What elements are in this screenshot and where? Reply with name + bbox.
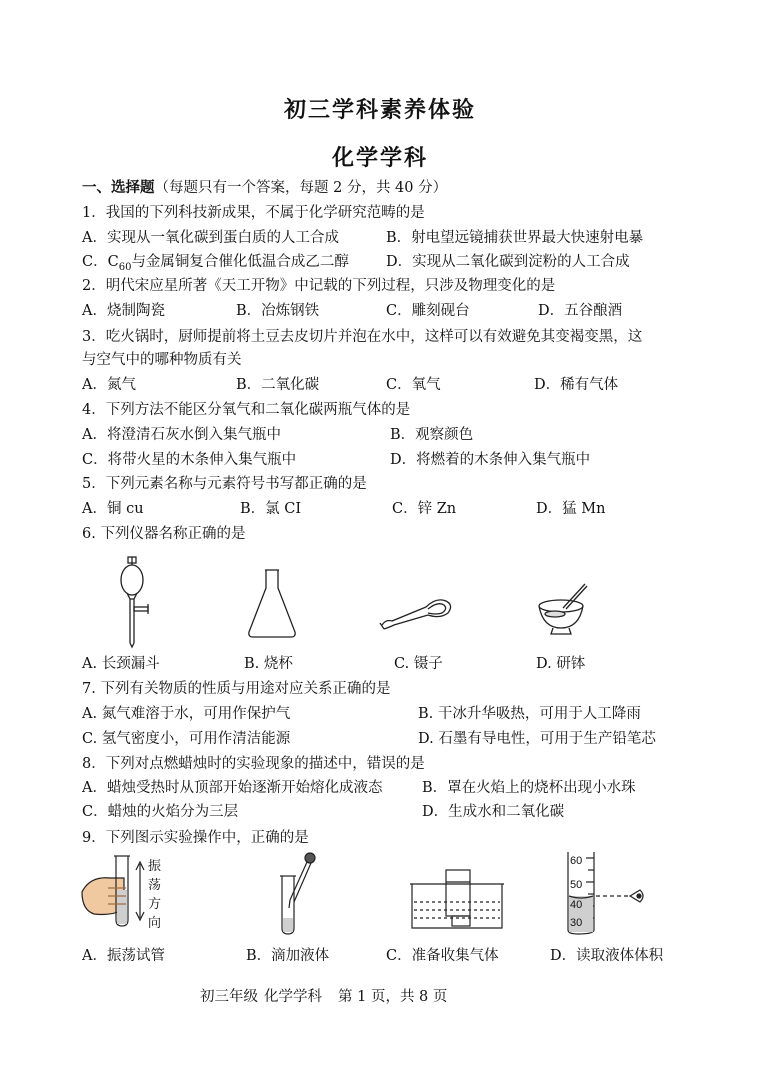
scale-label: 60 [570, 855, 583, 867]
option: D. 石墨有导电性，可用于生产铅笔芯 [418, 731, 656, 747]
shake-label-char: 方 [148, 896, 162, 911]
shake-label-char: 荡 [148, 877, 162, 892]
option: B．罩在火焰上的烧杯出现小水珠 [422, 780, 636, 796]
option: B. 烧杯 [244, 656, 293, 672]
option: B．观察颜色 [390, 427, 474, 443]
option: B．滴加液体 [246, 948, 330, 964]
option: C．雕刻砚台 [386, 303, 470, 319]
option: D．猛 Mn [536, 501, 606, 517]
option: D．读取液体体积 [550, 948, 664, 964]
shake-label-char: 振 [148, 858, 162, 873]
option: C. 镊子 [394, 656, 443, 672]
option: C．氧气 [386, 377, 441, 393]
question-stem: 5．下列元素名称与元素符号书写都正确的是 [82, 476, 367, 492]
option: A. 长颈漏斗 [82, 656, 160, 672]
option: A．将澄清石灰水倒入集气瓶中 [82, 427, 281, 443]
option: B．射电望远镜捕获世界最大快速射电暴 [386, 230, 644, 246]
option: A．振荡试管 [82, 948, 165, 964]
scale-label: 30 [570, 917, 583, 929]
question-stem: 4．下列方法不能区分氧气和二氧化碳两瓶气体的是 [82, 402, 411, 418]
mortar-figure [535, 578, 595, 638]
footer-page: 第 1 页，共 8 页 [338, 989, 448, 1005]
option: A．铜 cu [82, 501, 144, 517]
section-header [82, 178, 447, 198]
option: C. 氢气密度小，可用作清洁能源 [82, 731, 291, 747]
option: B．冶炼钢铁 [236, 303, 320, 319]
option: D．五谷酿酒 [538, 303, 623, 319]
option: A．蜡烛受热时从顶部开始逐渐开始熔化成液态 [82, 780, 383, 796]
question-stem: 7. 下列有关物质的性质与用途对应关系正确的是 [82, 681, 391, 697]
option: A．氮气 [82, 377, 136, 393]
question-stem: 8．下列对点燃蜡烛时的实验现象的描述中，错误的是 [82, 756, 425, 772]
read-volume-figure [560, 850, 660, 935]
question-stem: 1．我国的下列科技新成果，不属于化学研究范畴的是 [82, 205, 425, 221]
question-stem: 6. 下列仪器名称正确的是 [82, 526, 246, 542]
gas-collection-figure [408, 862, 508, 934]
option: B. 干冰升华吸热，可用于人工降雨 [418, 706, 641, 722]
separatory-funnel-figure [110, 555, 160, 650]
option: D．稀有气体 [534, 377, 619, 393]
scale-label: 50 [570, 879, 583, 891]
section-note: （每题只有一个答案，每题 2 分，共 40 分） [154, 180, 448, 196]
option: C．准备收集气体 [386, 948, 499, 964]
option: A．烧制陶瓷 [82, 303, 165, 319]
footer-subject: 化学学科 [264, 989, 322, 1005]
question-stem: 9．下列图示实验操作中，正确的是 [82, 830, 309, 846]
option: B．氯 CI [240, 501, 302, 517]
option: D. 研钵 [536, 656, 586, 672]
option: B．二氧化碳 [236, 377, 320, 393]
question-stem: 2．明代宋应星所著《天工开物》中记载的下列过程，只涉及物理变化的是 [82, 278, 556, 294]
shake-label-char: 向 [148, 915, 162, 930]
option: A. 氮气难溶于水，可用作保护气 [82, 706, 291, 722]
shake-test-tube-figure [80, 852, 170, 937]
footer-grade: 初三年级 [200, 989, 258, 1005]
option: D．生成水和二氧化碳 [422, 804, 565, 820]
option: D．将燃着的木条伸入集气瓶中 [390, 452, 591, 468]
scale-label: 40 [570, 899, 583, 911]
crucible-tongs-figure [378, 585, 458, 635]
section-label: 一、选择题 [82, 180, 155, 196]
option: C．蜡烛的火焰分为三层 [82, 804, 239, 820]
page-title: 初三学科素养体验 [283, 98, 476, 123]
page-subtitle: 化学学科 [331, 146, 428, 171]
option-c60: C．$C_{60}$与金属铜复合催化低温合成乙二醇 [82, 254, 349, 273]
dropping-liquid-figure [272, 852, 322, 937]
conical-flask-figure [245, 568, 300, 640]
option: A．实现从一氧化碳到蛋白质的人工合成 [82, 230, 339, 246]
option: C．将带火星的木条伸入集气瓶中 [82, 452, 297, 468]
page-footer [200, 985, 453, 1006]
option: C．锌 Zn [392, 501, 457, 517]
question-stem: 3．吃火锅时，厨师提前将土豆去皮切片并泡在水中，这样可以有效避免其变褐变黑，这 [82, 329, 643, 345]
option: D．实现从二氧化碳到淀粉的人工合成 [386, 254, 630, 270]
question-stem-cont: 与空气中的哪种物质有关 [82, 352, 242, 368]
